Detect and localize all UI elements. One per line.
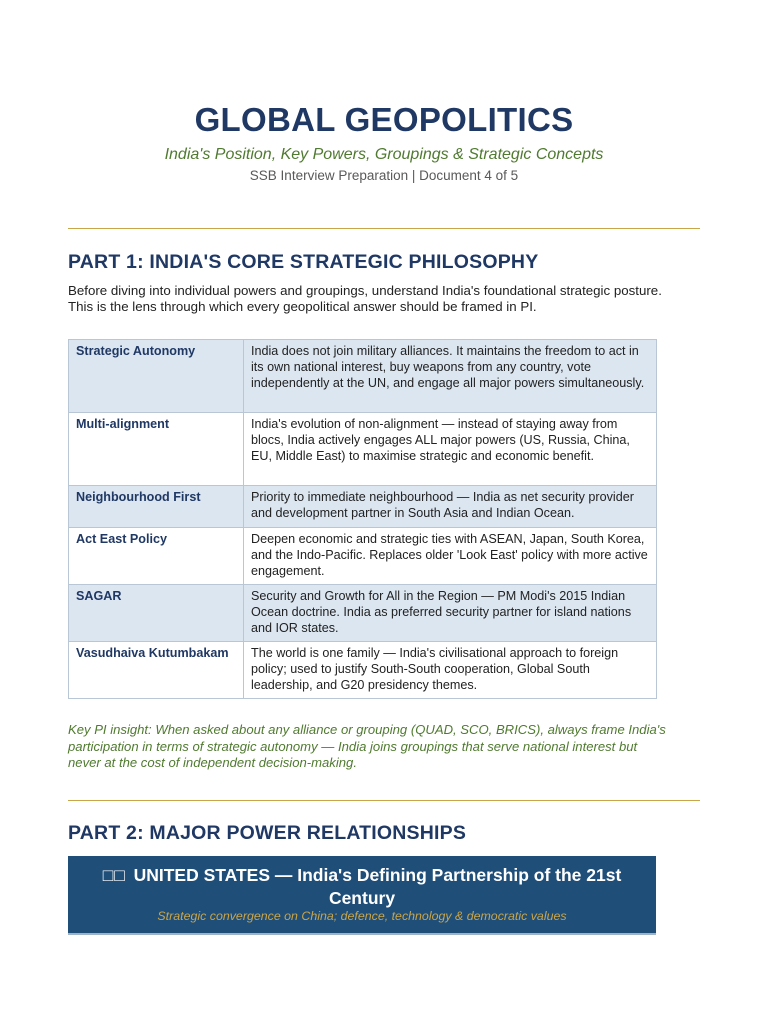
- table-row: [69, 642, 657, 699]
- concept-term: SAGAR: [69, 585, 244, 642]
- insight-line: never at the cost of independent decision-making.: [68, 755, 357, 770]
- part2-heading: PART 2: MAJOR POWER RELATIONSHIPS: [68, 822, 467, 844]
- section-divider: [68, 228, 700, 229]
- table-row: [69, 486, 657, 528]
- table-row: [69, 585, 657, 642]
- concept-term: Act East Policy: [69, 528, 244, 585]
- united-states-banner: [68, 856, 656, 935]
- concept-description: Priority to immediate neighbourhood — India as net security provider and development partner in South Asia and Indian Ocean.: [244, 486, 657, 528]
- banner-title: [68, 864, 656, 910]
- concept-term: Multi-alignment: [69, 413, 244, 486]
- concept-description: India's evolution of non-alignment — instead of staying away from blocs, India actively engages ALL major powers (US, Russia, China, EU, Middle East) to maximise strategic and economic benefit.: [244, 413, 657, 486]
- insight-line: Key PI insight: When asked about any alliance or grouping (QUAD, SCO, BRICS), always frame India's: [68, 722, 666, 737]
- part1-intro: [68, 283, 708, 315]
- concept-term: Strategic Autonomy: [69, 340, 244, 413]
- concept-term: Vasudhaiva Kutumbakam: [69, 642, 244, 699]
- document-subtitle: India's Position, Key Powers, Groupings & Strategic Concepts: [164, 146, 604, 163]
- banner-subtitle: Strategic convergence on China; defence, technology & democratic values: [157, 909, 567, 923]
- table-row: [69, 413, 657, 486]
- intro-line: This is the lens through which every geopolitical answer should be framed in PI.: [68, 299, 537, 314]
- concept-description: The world is one family — India's civilisational approach to foreign policy; used to justify South-South cooperation, Global South leadership, and G20 presidency themes.: [244, 642, 657, 699]
- concept-description: Security and Growth for All in the Region — PM Modi's 2015 Indian Ocean doctrine. India as preferred security partner for island nations and IOR states.: [244, 585, 657, 642]
- key-pi-insight: [68, 722, 708, 772]
- banner-title-line: [68, 864, 656, 887]
- concept-description: India does not join military alliances. It maintains the freedom to act in its own national interest, buy weapons from any country, vote independently at the UN, and engage all major powers simultaneously.: [244, 340, 657, 413]
- section-divider: [68, 800, 700, 801]
- document-title: GLOBAL GEOPOLITICS: [194, 101, 574, 138]
- concept-description: Deepen economic and strategic ties with ASEAN, Japan, South Korea, and the Indo-Pacific. Replaces older 'Look East' policy with more active engagement.: [244, 528, 657, 585]
- concept-term: Neighbourhood First: [69, 486, 244, 528]
- table-row: [69, 340, 657, 413]
- strategic-concepts-table: [68, 339, 657, 699]
- flag-icon: □□: [102, 865, 126, 885]
- table-row: [69, 528, 657, 585]
- banner-title-line: Century: [328, 888, 396, 908]
- document-series-info: SSB Interview Preparation | Document 4 of 5: [249, 168, 519, 183]
- part1-heading: PART 1: INDIA'S CORE STRATEGIC PHILOSOPHY: [68, 251, 539, 273]
- insight-line: participation in terms of strategic autonomy — India joins groupings that serve national interest but: [68, 738, 638, 754]
- banner-title-text: UNITED STATES — India's Defining Partnership of the 21st: [133, 865, 622, 885]
- intro-line: Before diving into individual powers and groupings, understand India's foundational strategic posture.: [68, 283, 662, 298]
